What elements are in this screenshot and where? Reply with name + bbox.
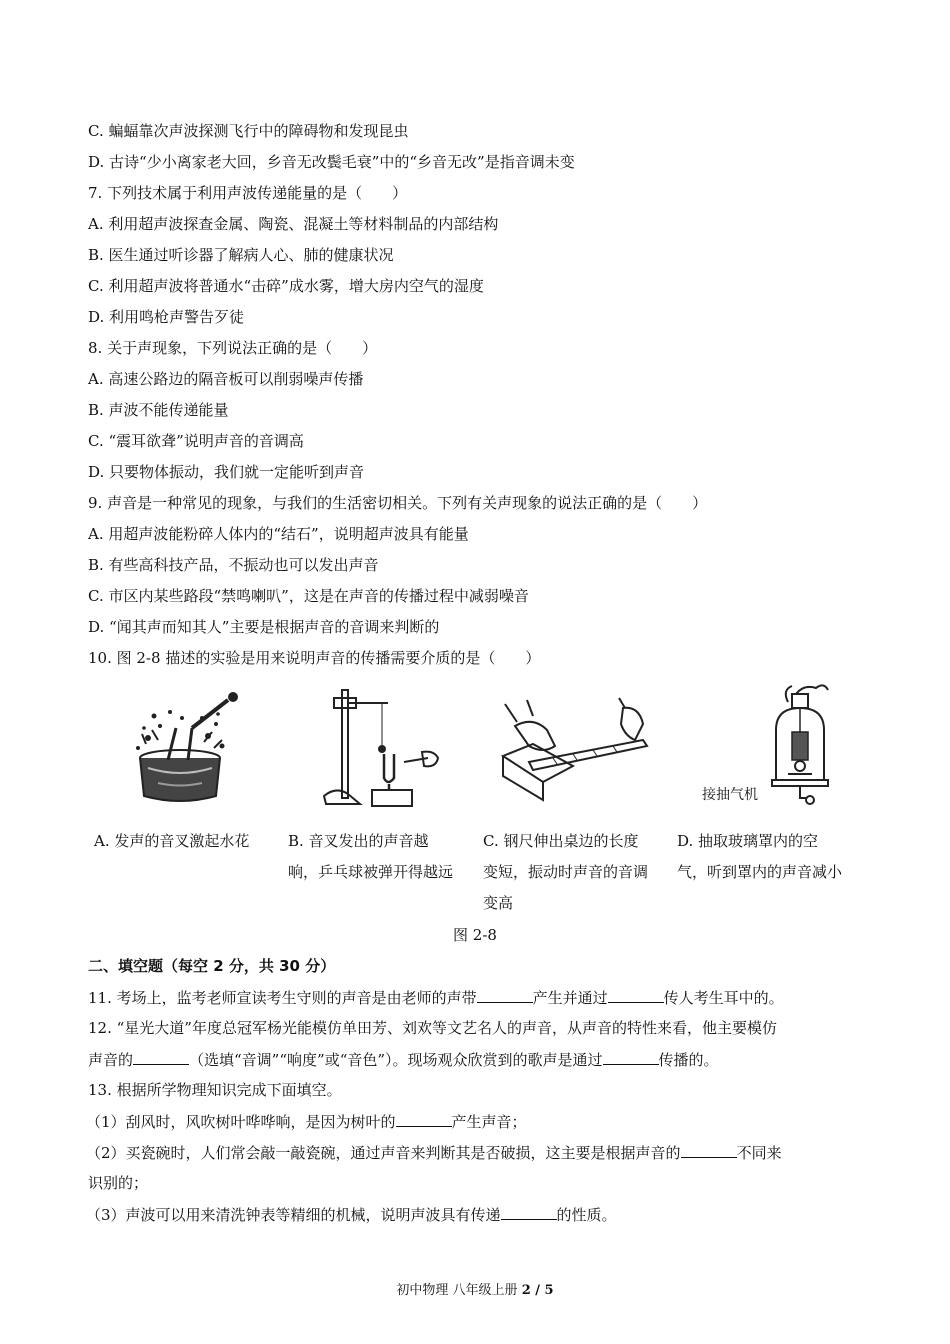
q13-sub-2	[86, 1142, 782, 1163]
q13-text: 的性质。	[556, 1206, 617, 1224]
q11-text-1: 11. 考场上，监考老师宣读考生守则的声音是由老师的声带	[88, 989, 477, 1007]
q13-sub-3	[86, 1204, 617, 1225]
q12-text-1: 声音的	[88, 1051, 134, 1069]
q13-text: （1）刮风时，风吹树叶哗哗响，是因为树叶的	[86, 1113, 396, 1131]
answer-blank[interactable]	[133, 1049, 189, 1065]
question-9: 9. 声音是一种常见的现象，与我们的生活密切相关。下列有关声现象的说法正确的是（ ）	[88, 494, 708, 512]
figure-a-tuning-fork-water	[118, 688, 248, 808]
option-line: B. 医生通过听诊器了解病人心、肺的健康状况	[88, 246, 394, 264]
caption-line: B. 音叉发出的声音越	[288, 832, 429, 850]
text-line: C. 蝙蝠靠次声波探测飞行中的障碍物和发现昆虫	[88, 122, 409, 140]
question-10: 10. 图 2-8 描述的实验是用来说明声音的传播需要介质的是（ ）	[88, 649, 541, 667]
q11-text-2: 产生并通过	[532, 989, 608, 1007]
q13-text: （2）买瓷碗时，人们常会敲一敲瓷碗，通过声音来判断其是否破损，这主要是根据声音的	[86, 1144, 681, 1162]
caption-line: C. 钢尺伸出桌边的长度	[483, 832, 639, 850]
option-line: B. 有些高科技产品，不振动也可以发出声音	[88, 556, 379, 574]
option-line: D. 利用鸣枪声警告歹徒	[88, 308, 245, 326]
text-line: D. 古诗“少小离家老大回，乡音无改鬓毛衰”中的“乡音无改”是指音调未变	[88, 153, 575, 171]
q13-text: 产生声音；	[451, 1113, 527, 1131]
option-line: A. 用超声波能粉碎人体内的“结石”，说明超声波具有能量	[88, 525, 469, 543]
pump-label: 接抽气机	[702, 784, 758, 804]
caption-a	[94, 826, 274, 857]
figure-c-steel-ruler	[493, 696, 653, 806]
answer-blank[interactable]	[608, 987, 664, 1003]
page-footer	[0, 1279, 950, 1298]
figure-b-tuning-fork-ball	[318, 686, 448, 812]
option-line: D. 只要物体振动，我们就一定能听到声音	[88, 463, 365, 481]
answer-blank[interactable]	[396, 1111, 452, 1127]
question-12-line-2	[88, 1049, 719, 1070]
question-11	[88, 987, 784, 1008]
answer-blank[interactable]	[501, 1204, 557, 1220]
q11-text-3: 传人考生耳中的。	[663, 989, 784, 1007]
q13-sub-2-cont: 识别的；	[88, 1174, 149, 1192]
caption-line: A. 发声的音叉激起水花	[94, 832, 250, 850]
section-2-heading: 二、填空题（每空 2 分，共 30 分）	[88, 957, 336, 975]
answer-blank[interactable]	[603, 1049, 659, 1065]
option-line: D. “闻其声而知其人”主要是根据声音的音调来判断的	[88, 618, 440, 636]
option-line: B. 声波不能传递能量	[88, 401, 229, 419]
q13-text: （3）声波可以用来清洗钟表等精细的机械，说明声波具有传递	[86, 1206, 501, 1224]
option-line: C. 市区内某些路段“禁鸣喇叭”，这是在声音的传播过程中减弱噪音	[88, 587, 529, 605]
caption-c	[483, 826, 663, 919]
page-number: 2 / 5	[521, 1283, 554, 1298]
q12-text-2: （选填“音调”“响度”或“音色”）。现场观众欣赏到的歌声是通过	[189, 1051, 603, 1069]
q13-text: 不同来	[736, 1144, 782, 1162]
question-8: 8. 关于声现象，下列说法正确的是（ ）	[88, 339, 378, 357]
q12-text-3: 传播的。	[658, 1051, 719, 1069]
question-12-line-1: 12. “星光大道”年度总冠军杨光能模仿单田芳、刘欢等文艺名人的声音，从声音的特性来看，他主要模仿	[88, 1019, 777, 1037]
caption-line: 响，乒乓球被弹开得越远	[288, 863, 454, 881]
caption-line: 气，听到罩内的声音减小	[677, 863, 843, 881]
footer-text: 初中物理 八年级上册	[396, 1283, 522, 1298]
caption-line: 变短，振动时声音的音调	[483, 863, 649, 881]
option-line: C. 利用超声波将普通水“击碎”成水雾，增大房内空气的湿度	[88, 277, 484, 295]
caption-line: 变高	[483, 894, 514, 912]
option-line: A. 利用超声波探查金属、陶瓷、混凝土等材料制品的内部结构	[88, 215, 499, 233]
question-7: 7. 下列技术属于利用声波传递能量的是（ ）	[88, 184, 408, 202]
answer-blank[interactable]	[681, 1142, 737, 1158]
caption-line: D. 抽取玻璃罩内的空	[677, 832, 819, 850]
figure-title: 图 2-8	[453, 926, 497, 944]
q13-sub-1	[86, 1111, 527, 1132]
question-13: 13. 根据所学物理知识完成下面填空。	[88, 1081, 342, 1099]
caption-d	[677, 826, 857, 888]
answer-blank[interactable]	[477, 987, 533, 1003]
caption-b	[288, 826, 466, 888]
option-line: C. “震耳欲聋”说明声音的音调高	[88, 432, 304, 450]
option-line: A. 高速公路边的隔音板可以削弱噪声传播	[88, 370, 364, 388]
